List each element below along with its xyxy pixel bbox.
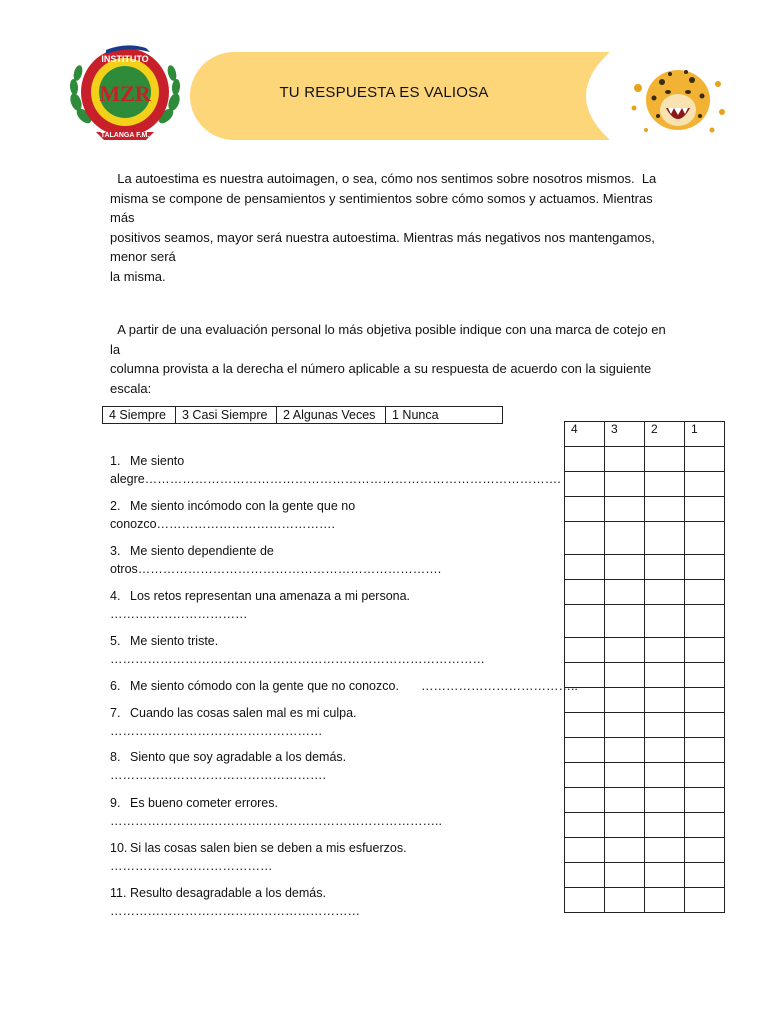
answer-cell[interactable] (645, 580, 685, 605)
answer-cell[interactable] (565, 663, 605, 688)
grid-header-row (565, 422, 725, 447)
answer-cell[interactable] (685, 738, 725, 763)
answer-cell[interactable] (645, 888, 685, 913)
answer-cell[interactable] (605, 522, 645, 555)
answer-cell[interactable] (645, 763, 685, 788)
answer-cell[interactable] (565, 863, 605, 888)
list-item (110, 794, 560, 830)
answer-cell[interactable] (565, 638, 605, 663)
answer-row (565, 497, 725, 522)
grid-header: 2 (645, 422, 685, 447)
item-dots: ………………………………… (110, 859, 273, 873)
item-text: Me siento cómodo con la gente que no conozco. (130, 679, 399, 693)
item-number: 1. (110, 454, 121, 468)
intro-paragraph-1 (110, 169, 670, 286)
answer-cell[interactable] (645, 688, 685, 713)
item-text: Me siento dependiente de (130, 544, 274, 558)
answer-cell[interactable] (605, 555, 645, 580)
answer-cell[interactable] (565, 763, 605, 788)
answer-cell[interactable] (565, 688, 605, 713)
answer-cell[interactable] (605, 447, 645, 472)
answer-cell[interactable] (605, 638, 645, 663)
item-dots: conozco……………………………………. (110, 517, 336, 531)
answer-cell[interactable] (645, 638, 685, 663)
grid-header: 4 (565, 422, 605, 447)
item-number: 7. (110, 706, 121, 720)
item-number: 3. (110, 544, 121, 558)
answer-cell[interactable] (645, 663, 685, 688)
answer-cell[interactable] (565, 788, 605, 813)
item-dots: …………………………………………………… (110, 904, 360, 918)
answer-cell[interactable] (685, 580, 725, 605)
answer-cell[interactable] (565, 522, 605, 555)
answer-cell[interactable] (685, 447, 725, 472)
item-dots: …………………………………………… (110, 724, 323, 738)
item-number: 5. (110, 634, 121, 648)
list-item (110, 839, 560, 875)
answer-cell[interactable] (645, 472, 685, 497)
answer-row (565, 638, 725, 663)
answer-cell[interactable] (565, 738, 605, 763)
answer-row (565, 580, 725, 605)
item-dots: ……………………………….. (420, 679, 578, 693)
answer-cell[interactable] (685, 522, 725, 555)
intro-line: misma se compone de pensamientos y sentimientos sobre cómo somos y actuamos. Mientras más (110, 190, 653, 225)
list-item (110, 704, 560, 740)
answer-cell[interactable] (605, 813, 645, 838)
scale-option: 4 Siempre (103, 407, 176, 424)
item-text: Los retos representan una amenaza a mi persona. (130, 589, 411, 603)
answer-cell[interactable] (605, 763, 645, 788)
item-text: Es bueno cometer errores. (130, 796, 278, 810)
answer-cell[interactable] (605, 838, 645, 863)
answer-cell[interactable] (685, 688, 725, 713)
answer-cell[interactable] (685, 663, 725, 688)
answer-cell[interactable] (645, 838, 685, 863)
item-number: 11. (110, 886, 127, 900)
answer-row (565, 738, 725, 763)
answer-cell[interactable] (565, 888, 605, 913)
answer-grid (564, 421, 725, 913)
answer-cell[interactable] (605, 888, 645, 913)
answer-cell[interactable] (605, 713, 645, 738)
answer-cell[interactable] (685, 788, 725, 813)
list-item (110, 884, 560, 920)
list-item (110, 632, 560, 668)
logo-bottom-text: TALANGA F.M. (100, 132, 150, 139)
answer-cell[interactable] (685, 838, 725, 863)
answer-cell[interactable] (645, 447, 685, 472)
list-item (110, 452, 560, 488)
answer-row (565, 605, 725, 638)
answer-cell[interactable] (565, 497, 605, 522)
answer-cell[interactable] (605, 605, 645, 638)
answer-row (565, 838, 725, 863)
item-text: Cuando las cosas salen mal es mi culpa. (130, 706, 357, 720)
answer-row (565, 763, 725, 788)
scale-option: 1 Nunca (386, 407, 503, 424)
intro-line: la misma. (110, 268, 166, 284)
list-item (110, 587, 560, 623)
item-text: Siento que soy agradable a los demás. (130, 750, 347, 764)
scale-option: 2 Algunas Veces (277, 407, 386, 424)
list-item (110, 748, 560, 784)
answer-cell[interactable] (565, 838, 605, 863)
item-dots: ……………………………………………. (110, 768, 326, 782)
item-number: 8. (110, 750, 121, 764)
logo-monogram: MZR (99, 81, 151, 106)
list-item (110, 497, 560, 533)
intro-line: La autoestima es nuestra autoimagen, o sea, cómo nos sentimos sobre nosotros mismos. La (110, 171, 657, 186)
item-number: 4. (110, 589, 121, 603)
instruction-line: columna provista a la derecha el número aplicable a su respuesta de acuerdo con la siguiente escala: (110, 361, 652, 396)
answer-cell[interactable] (605, 738, 645, 763)
answer-cell[interactable] (685, 863, 725, 888)
answer-cell[interactable] (685, 555, 725, 580)
answer-cell[interactable] (605, 497, 645, 522)
answer-cell[interactable] (685, 813, 725, 838)
intro-line: positivos seamos, mayor será nuestra autoestima. Mientras más negativos nos mantengamos, menor será (110, 229, 655, 264)
item-text: Me siento triste. (130, 634, 219, 648)
item-dots: …………………………… (110, 607, 248, 621)
logo-top-text: INSTITUTO (101, 54, 149, 64)
answer-row (565, 788, 725, 813)
answer-cell[interactable] (685, 638, 725, 663)
answer-cell[interactable] (565, 813, 605, 838)
scale-legend (102, 406, 503, 424)
grid-header: 1 (685, 422, 725, 447)
answer-cell[interactable] (605, 472, 645, 497)
answer-row (565, 522, 725, 555)
scale-option: 3 Casi Siempre (176, 407, 277, 424)
answer-cell[interactable] (645, 522, 685, 555)
answer-row (565, 472, 725, 497)
answer-cell[interactable] (645, 863, 685, 888)
answer-row (565, 447, 725, 472)
answer-cell[interactable] (685, 713, 725, 738)
item-number: 10. (110, 841, 128, 855)
answer-cell[interactable] (685, 605, 725, 638)
answer-cell[interactable] (685, 888, 725, 913)
school-logo (66, 42, 184, 142)
answer-cell[interactable] (645, 738, 685, 763)
answer-cell[interactable] (645, 713, 685, 738)
answer-cell[interactable] (685, 472, 725, 497)
answer-cell[interactable] (645, 813, 685, 838)
answer-cell[interactable] (645, 788, 685, 813)
answer-cell[interactable] (565, 555, 605, 580)
answer-cell[interactable] (605, 580, 645, 605)
answer-row (565, 888, 725, 913)
answer-cell[interactable] (685, 763, 725, 788)
item-text: Me siento (130, 454, 185, 468)
answer-cell[interactable] (565, 605, 605, 638)
list-item (110, 677, 578, 695)
page-title: TU RESPUESTA ES VALIOSA (279, 84, 489, 101)
answer-cell[interactable] (565, 472, 605, 497)
item-text: Me siento incómodo con la gente que no (130, 499, 356, 513)
answer-cell[interactable] (645, 605, 685, 638)
item-dots: …………………………………………………………………….. (110, 814, 442, 828)
item-dots: alegre………………………………………………………………………………………. (110, 472, 561, 486)
answer-row (565, 713, 725, 738)
item-dots: otros………………………………………………………………. (110, 562, 442, 576)
item-number: 9. (110, 796, 121, 810)
answer-cell[interactable] (645, 497, 685, 522)
item-number: 2. (110, 499, 121, 513)
instruction-line: A partir de una evaluación personal lo más objetiva posible indique con una marca de cotejo en la (110, 322, 670, 357)
item-text: Resulto desagradable a los demás. (130, 886, 326, 900)
item-number: 6. (110, 679, 121, 693)
answer-row (565, 863, 725, 888)
answer-row (565, 663, 725, 688)
answer-cell[interactable] (645, 555, 685, 580)
jaguar-mascot-icon (628, 60, 728, 138)
grid-header: 3 (605, 422, 645, 447)
list-item (110, 542, 560, 578)
answer-cell[interactable] (605, 663, 645, 688)
intro-paragraph-2 (110, 320, 670, 398)
answer-cell[interactable] (605, 863, 645, 888)
item-text: Si las cosas salen bien se deben a mis esfuerzos. (130, 841, 407, 855)
item-dots: ……………………………………………………………………………… (110, 652, 485, 666)
answer-cell[interactable] (565, 447, 605, 472)
answer-cell[interactable] (685, 497, 725, 522)
answer-row (565, 688, 725, 713)
answer-cell[interactable] (565, 713, 605, 738)
answer-cell[interactable] (605, 788, 645, 813)
answer-cell[interactable] (565, 580, 605, 605)
answer-row (565, 555, 725, 580)
answer-cell[interactable] (605, 688, 645, 713)
answer-row (565, 813, 725, 838)
